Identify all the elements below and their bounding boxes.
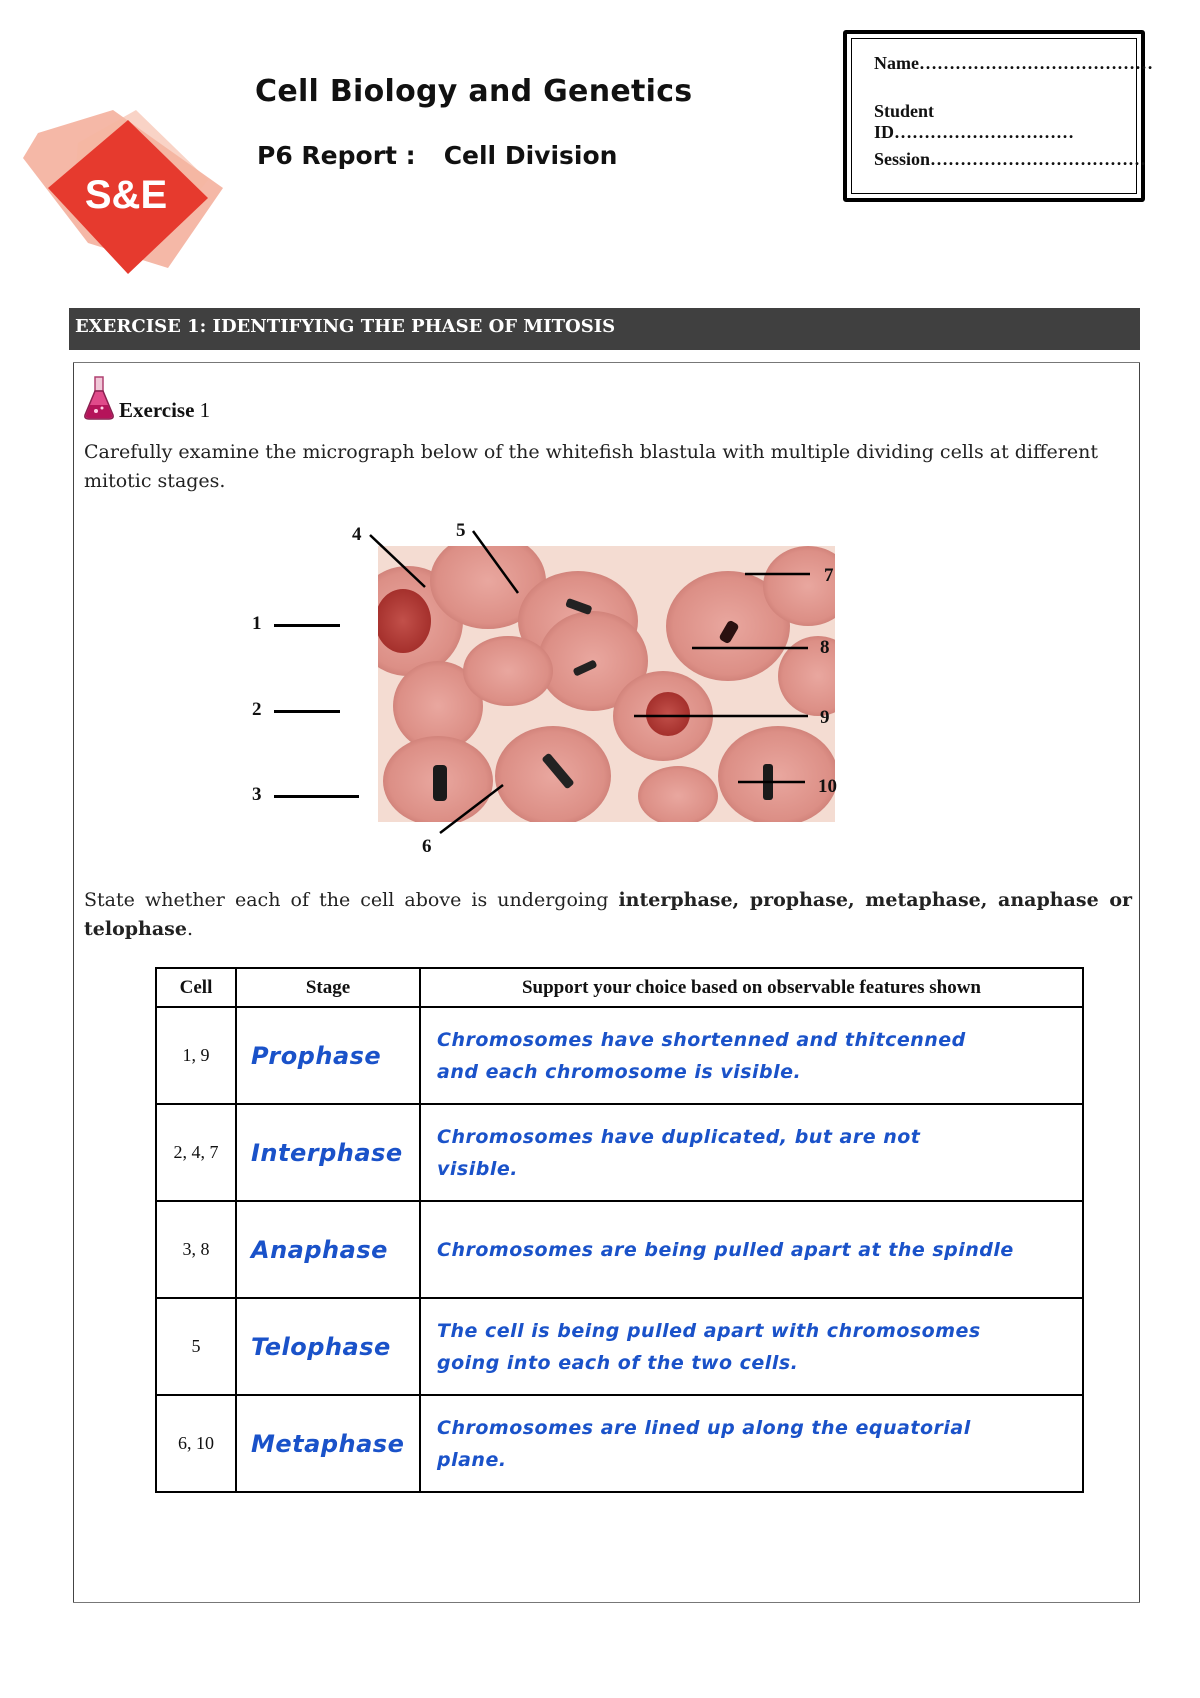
header-cell: Cell	[156, 968, 236, 1007]
label-3: 3	[252, 784, 262, 805]
logo-text: S&E	[84, 173, 168, 217]
cell-numbers: 2, 4, 7	[156, 1104, 236, 1201]
exercise-label: Exercise 1	[119, 398, 211, 422]
cell-numbers: 5	[156, 1298, 236, 1395]
s-and-e-logo	[18, 108, 228, 278]
pointer-line-1	[274, 624, 340, 627]
table-row	[156, 1201, 1083, 1298]
stage-answer[interactable]: Prophase	[236, 1007, 420, 1104]
micrograph-image	[378, 546, 835, 822]
report-topic: Cell Division	[443, 141, 618, 170]
support-answer[interactable]: Chromosomes are being pulled apart at the spindle	[420, 1201, 1083, 1298]
session-field[interactable]: Session………………………………	[874, 149, 1147, 169]
pointer-line-2	[274, 710, 340, 713]
stage-answer[interactable]: Anaphase	[236, 1201, 420, 1298]
label-4: 4	[352, 524, 362, 545]
table-row	[156, 1007, 1083, 1104]
table-header-row	[156, 968, 1083, 1007]
question-text: State whether each of the cell above is undergoing interphase, prophase, metaphase, anaphase or telophase.	[84, 889, 1133, 940]
label-5: 5	[456, 520, 466, 541]
table-row	[156, 1298, 1083, 1395]
support-answer[interactable]: Chromosomes have duplicated, but are not visible.	[420, 1104, 1083, 1201]
exercise-instruction: Carefully examine the micrograph below of the whitefish blastula with multiple dividing cells at different mitotic stages.	[84, 441, 1098, 492]
frame-bottom-border	[73, 1602, 1140, 1603]
support-answer[interactable]: Chromosomes are lined up along the equatorial plane.	[420, 1395, 1083, 1492]
label-1: 1	[252, 613, 262, 634]
cell-numbers: 1, 9	[156, 1007, 236, 1104]
label-2: 2	[252, 699, 262, 720]
table-row	[156, 1104, 1083, 1201]
cell-numbers: 6, 10	[156, 1395, 236, 1492]
label-9: 9	[820, 707, 830, 728]
exercise-banner: EXERCISE 1: IDENTIFYING THE PHASE OF MITOSIS	[69, 308, 1140, 350]
support-answer[interactable]: Chromosomes have shortenned and thitcenned and each chromosome is visible.	[420, 1007, 1083, 1104]
student-id-field[interactable]: Student ID…………………………	[874, 101, 1075, 142]
student-info-box	[843, 30, 1153, 202]
header-support: Support your choice based on observable features shown	[420, 968, 1083, 1007]
answer-table	[155, 967, 1084, 1493]
support-answer[interactable]: The cell is being pulled apart with chromosomes going into each of the two cells.	[420, 1298, 1083, 1395]
label-7: 7	[824, 565, 834, 586]
table-row	[156, 1395, 1083, 1492]
flask-icon	[82, 375, 116, 421]
stage-answer[interactable]: Interphase	[236, 1104, 420, 1201]
stage-answer[interactable]: Telophase	[236, 1298, 420, 1395]
label-8: 8	[820, 637, 830, 658]
name-field[interactable]: Name…………………………………	[874, 53, 1153, 73]
report-heading	[257, 141, 617, 170]
frame-top-border	[73, 362, 1140, 363]
pointer-line-3	[274, 795, 359, 798]
stage-answer[interactable]: Metaphase	[236, 1395, 420, 1492]
cell-numbers: 3, 8	[156, 1201, 236, 1298]
report-prefix: P6 Report :	[257, 141, 416, 170]
document-title: Cell Biology and Genetics	[255, 74, 693, 109]
header-stage: Stage	[236, 968, 420, 1007]
label-6: 6	[422, 836, 432, 857]
label-10: 10	[818, 776, 837, 797]
